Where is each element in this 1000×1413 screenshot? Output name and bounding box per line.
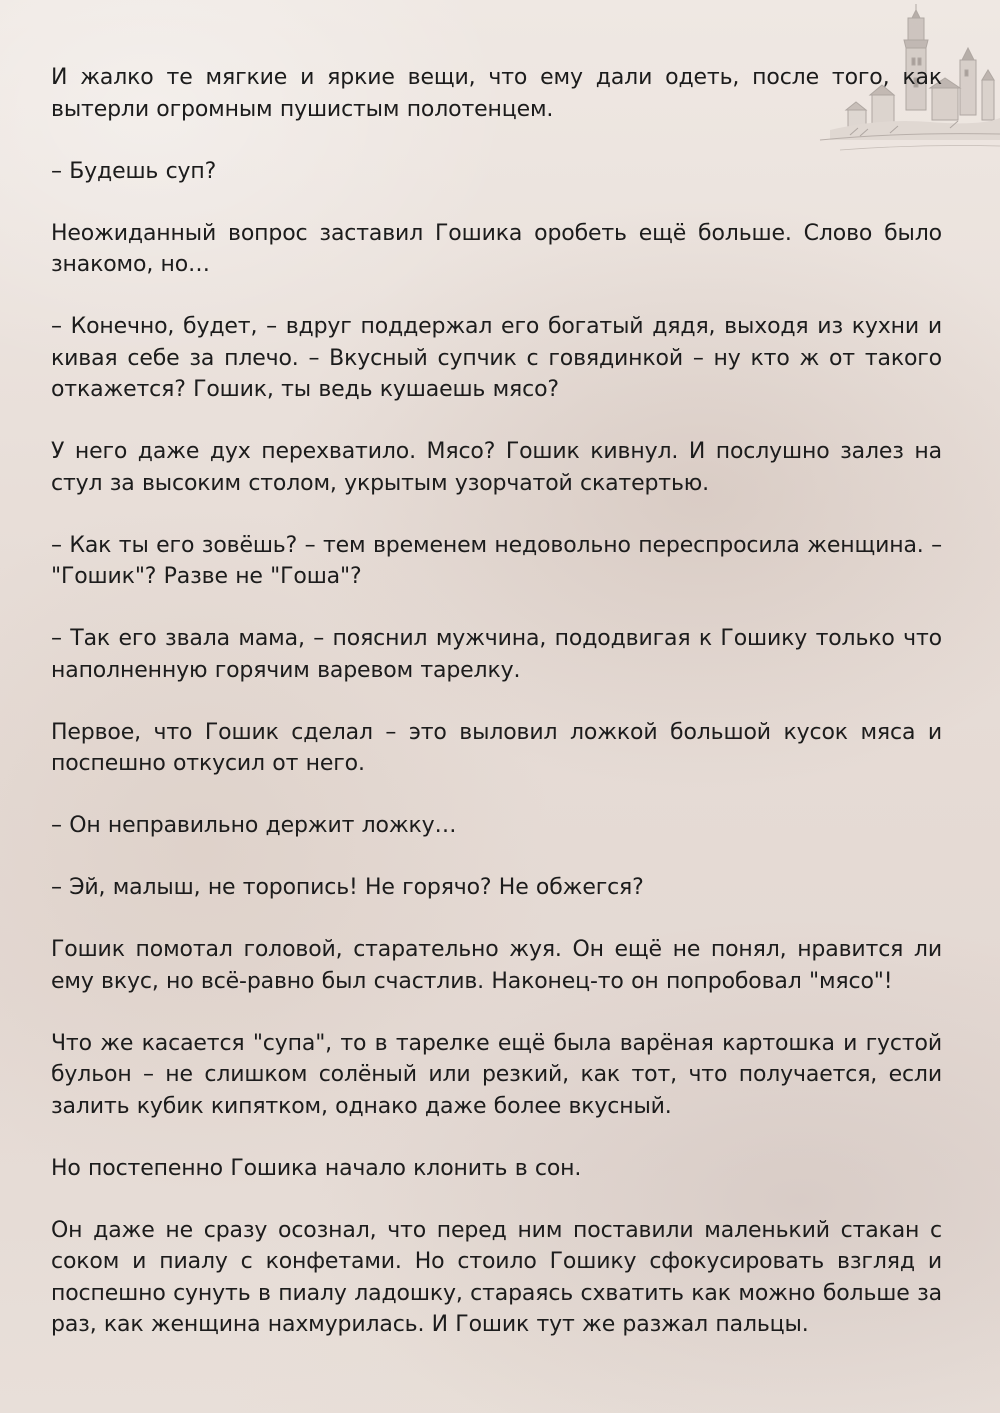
paragraph: – Как ты его зовёшь? – тем временем недовольно переспросила женщина. – "Гошик"? Разве не "Гоша"? (51, 532, 942, 589)
paragraph: Гошик помотал головой, старательно жуя. Он ещё не понял, нравится ли ему вкус, но всё-равно был счастлив. Наконец-то он попробовал "мясо"! (51, 937, 942, 994)
paragraph: – Будешь суп? (51, 158, 217, 184)
paragraph: Что же касается "супа", то в тарелке ещё была варёная картошка и густой бульон – не слишком солёный или резкий, как тот, что получается, если залить кубик кипятком, однако даже более вкусный. (51, 1030, 942, 1119)
paragraph: Первое, что Гошик сделал – это выловил ложкой большой кусок мяса и поспешно откусил от него. (51, 719, 942, 776)
paragraph: У него даже дух перехватило. Мясо? Гошик кивнул. И послушно залез на стул за высоким столом, укрытым узорчатой скатертью. (51, 439, 942, 496)
paragraph: – Конечно, будет, – вдруг поддержал его богатый дядя, выходя из кухни и кивая себе за плечо. – Вкусный супчик с говядинкой – ну кто ж от такого откажется? Гошик, ты ведь кушаешь мясо? (51, 314, 942, 402)
paragraph: И жалко те мягкие и яркие вещи, что ему дали одеть, после того, как вытерли огромным пушистым полотенцем. (51, 65, 942, 122)
paragraph: Но постепенно Гошика начало клонить в сон. (51, 1155, 582, 1181)
paragraph: – Эй, малыш, не торопись! Не горячо? Не обжегся? (51, 875, 644, 900)
paragraph: – Он неправильно держит ложку… (51, 813, 457, 838)
paragraph: Он даже не сразу осознал, что перед ним поставили маленький стакан с соком и пиалу с конфетами. Но стоило Гошику сфокусировать взгляд и поспешно сунуть в пиалу ладошку, стараясь схватить как можно больше за раз, как женщина нахмурилась. И Гошик тут же разжал пальцы. (51, 1217, 942, 1337)
paragraph: – Так его звала мама, – пояснил мужчина, пододвигая к Гошику только что наполненную горячим варевом тарелку. (51, 626, 942, 683)
document-page (51, 62, 942, 1371)
paragraph: Неожиданный вопрос заставил Гошика оробеть ещё больше. Слово было знакомо, но… (51, 220, 942, 277)
